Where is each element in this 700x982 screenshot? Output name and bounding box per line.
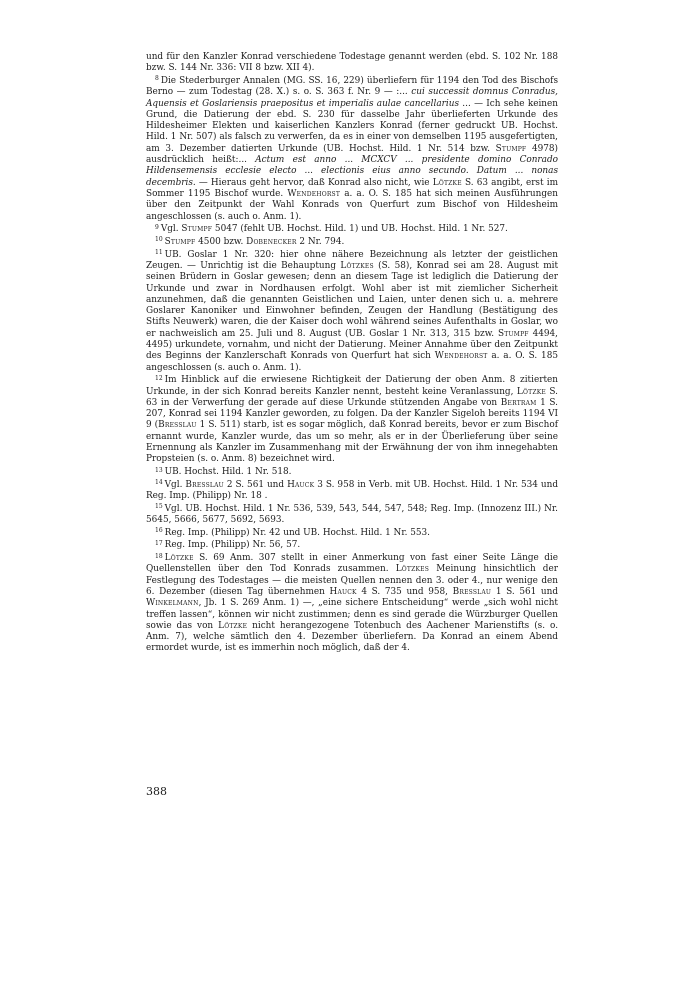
footnote-number: 14 <box>155 479 163 487</box>
footnote-text: Meinung hinsichtlich der Festlegung des Todestages — die meisten Quellen nennen den 3. oder 4., nur wenige den 6. Dezember (diesen Tag übernehmen <box>146 564 558 597</box>
author-name: Wendehorst <box>434 351 488 362</box>
footnote-text: — Ich sehe keinen Grund, die Datierung der ebd. S. 230 für dasselbe Jahr überlieferten Urkunde des Hildesheimer Elekten und kaiserlichen Kanzlers Konrad (ferner gedruckt UB. Hochst. Hild. 1 Nr. 507) als falsch zu verwerfen, da es in einer von demselben 1195 ausgefertigten, am 3. Dezember datierten Urkunde (UB. Hochst. Hild. 1 Nr. 514 bzw. <box>146 98 558 154</box>
footnote <box>146 224 558 235</box>
author-name: Hauck <box>287 479 315 490</box>
footnote-number: 8 <box>155 75 159 83</box>
footnote <box>146 375 558 465</box>
author-name: Stumpf <box>495 143 527 154</box>
footnote-text: — Hieraus geht hervor, daß Konrad also nicht, wie <box>198 177 430 188</box>
author-name: Bresslau <box>452 586 492 597</box>
page-number: 388 <box>146 785 167 798</box>
footnote-number: 10 <box>155 236 163 244</box>
footnote-number: 18 <box>155 552 163 560</box>
footnote-text: Vgl. <box>160 224 179 235</box>
footnote <box>146 528 558 539</box>
footnote <box>146 250 558 374</box>
footnote-number: 9 <box>155 223 159 231</box>
author-name: Stumpf <box>497 328 529 339</box>
footnote <box>146 553 558 655</box>
footnote-text: nicht herangezogene Totenbuch des Aachener Marienstifts (s. o. Anm. 7), welche sämtlich den 4. Dezember überliefern. Da Konrad an einem Abend ermordet wurde, ist es immerhin noch möglich, daß der 4. <box>146 620 559 654</box>
author-name: Lötzke <box>516 386 546 397</box>
footnote-text: Im Hinblick auf die erwiesene Richtigkeit der Datierung der oben Anm. 8 zitierten Urkunde, in der sich Konrad bereits Kanzler nennt, besteht keine Veranlassung, <box>146 375 558 397</box>
footnote-text: Reg. Imp. (Philipp) Nr. 56, 57. <box>164 540 301 551</box>
latin-quotation: ... Actum est anno ... MCXCV ... presidente domino Conrado Hildensemensis ecclesie electo ... electionis eius anno secundo. Datum ... nonas decembris. <box>146 155 558 188</box>
author-name: Bresslau <box>185 479 224 490</box>
footnote <box>146 76 558 223</box>
author-name: Wendehorst <box>287 188 341 199</box>
footnote-number: 12 <box>155 374 163 382</box>
author-name: Winkelmann <box>146 598 199 609</box>
footnote-text: 1 S. 511) starb, ist es sogar möglich, daß Konrad bereits, bevor er zum Bischof ernannt wurde, Kanzler wurde, das um so mehr, als er in der Überlieferung über seine Ernennung als Kanzler im Zusammenhang mit der Erwähnung der von ihm innegehabten Propsteien (s. o. Anm. 8) bezeichnet wird. <box>146 420 558 465</box>
footnote-text: Reg. Imp. (Philipp) Nr. 42 und UB. Hochst. Hild. 1 Nr. 553. <box>164 527 430 538</box>
footnote-text: 2 S. 561 und <box>226 479 285 490</box>
footnote-number: 17 <box>155 539 163 547</box>
footnote-text: a. a. O. S. 185 angeschlossen (s. auch o. Anm. 1). <box>146 351 558 373</box>
footnote-text: S. 63 angibt, erst im Sommer 1195 Bischof wurde. <box>146 177 558 199</box>
author-name: Lötzke <box>164 553 194 564</box>
footnote-text: Die Stederburger Annalen (MG. SS. 16, 229) überliefern für 1194 den Tod des Bischofs Berno — zum Todestag (28. X.) s. o. S. 363 f. Nr. 9 — : <box>146 75 558 98</box>
footnote-text: 4978) ausdrücklich heißt: <box>146 143 558 166</box>
latin-quotation: ... cui successit domnus Conradus, Aquensis et Goslariensis praepositus et imperialis aulae cancellarius ... <box>146 87 559 109</box>
footnote-number: 13 <box>155 466 163 474</box>
footnote-number: 11 <box>155 249 163 257</box>
footnote-text: 4500 bzw. <box>198 236 244 247</box>
footnote-text: 4 S. 735 und 958, <box>361 586 448 597</box>
author-name: Dobenecker <box>246 236 297 247</box>
author-name: Hauck <box>329 586 357 597</box>
footnote-text: 1 S. 207, Konrad sei 1194 Kanzler geworden, zu folgen. Da der Kanzler Sigeloh bereits 1194 VI 9 ( <box>146 397 558 431</box>
footnote-text: S. 63 in der Verwerfung der gerade auf diese Urkunde stützenden Angabe von <box>146 386 559 408</box>
footnote-number: 16 <box>155 527 163 535</box>
author-name: Stumpf <box>164 236 196 247</box>
author-name: Bresslau <box>158 420 197 431</box>
footnote-text: (S. 58), Konrad sei am 28. August mit seinen Brüdern in Goslar gewesen; denn an diesem Tage ist lediglich die Datierung der Urkunde und zwar in Nordhausen erfolgt. Wohl aber ist mit ziemlicher Sicherheit anzunehmen, daß die genannten Geistlichen und Laien, unter denen sich u. a. mehrere Goslarer Kanoniker und Einwohner befinden, Zeugen der Handlung (Bestätigung des Stifts Neuwerk) waren, die der Kaiser doch wohl während seines Aufenthalts in Goslar, wo er nachweislich am 25. Juli und 8. August (UB. Goslar 1 Nr. 313, 315 bzw. <box>146 260 559 339</box>
footnote-text: Vgl. UB. Hochst. Hild. 1 Nr. 536, 539, 543, 544, 547, 548; Reg. Imp. (Innozenz III.) Nr. 5645, 5666, 5677, 5692, 5693. <box>146 503 558 525</box>
footnote <box>146 504 558 527</box>
footnote-text: 4494, 4495) urkundete, vornahm, und nicht der Datierung. Meiner Annahme über den Zeitpunkt des Beginns der Kanzlerschaft Konrads von Querfurt hat sich <box>146 328 559 362</box>
footnote-text: Vgl. <box>164 479 183 490</box>
footnote-text: , Jb. 1 S. 269 Anm. 1) —, „eine sichere Entscheidung“ werde „sich wohl nicht treffen lassen“, können wir nicht zustimmen; denn es sind gerade die Würzburger Quellen sowie das von <box>146 598 558 631</box>
author-name: Stumpf <box>181 224 213 235</box>
footnote-text: 3 S. 958 in Verb. mit UB. Hochst. Hild. 1 Nr. 534 und Reg. Imp. (Philipp) Nr. 18 . <box>146 479 559 502</box>
footnote-text: a. a. O. S. 185 hat sich meinen Ausführungen über den Zeitpunkt der Wahl Konrads von Querfurt zum Bischof von Hildesheim angeschlossen (s. auch o. Anm. 1). <box>146 188 558 222</box>
footnote-text: 5047 (fehlt UB. Hochst. Hild. 1) und UB. Hochst. Hild. 1 Nr. 527. <box>214 224 508 235</box>
footnote <box>146 467 558 478</box>
author-name: Lötzke <box>432 177 462 188</box>
footnote <box>146 480 558 503</box>
footnote-text: 2 Nr. 794. <box>299 236 345 247</box>
author-name: Lötzke <box>218 620 248 631</box>
author-name: Lötzkes <box>395 564 430 575</box>
footnote <box>146 237 558 248</box>
footnotes-block <box>146 52 558 656</box>
author-name: Lötzkes <box>340 260 374 271</box>
footnote-text: S. 69 Anm. 307 stellt in einer Anmerkung von fast einer Seite Länge die Quellenstellen über den Tod Konrads zusammen. <box>146 553 558 575</box>
footnote-text: und für den Kanzler Konrad verschiedene Todestage genannt werden (ebd. S. 102 Nr. 188 bzw. S. 144 Nr. 336: VII 8 bzw. XII 4). <box>146 52 558 74</box>
footnote-text: UB. Goslar 1 Nr. 320: hier ohne nähere Bezeichnung als letzter der geistlichen Zeugen. — Unrichtig ist die Behauptung <box>146 249 558 271</box>
author-name: Bertram <box>500 397 537 408</box>
footnote <box>146 540 558 551</box>
footnote-text: UB. Hochst. Hild. 1 Nr. 518. <box>164 467 292 478</box>
footnote <box>146 52 558 75</box>
footnote-number: 15 <box>155 503 163 511</box>
footnote-text: 1 S. 561 und <box>495 586 559 597</box>
